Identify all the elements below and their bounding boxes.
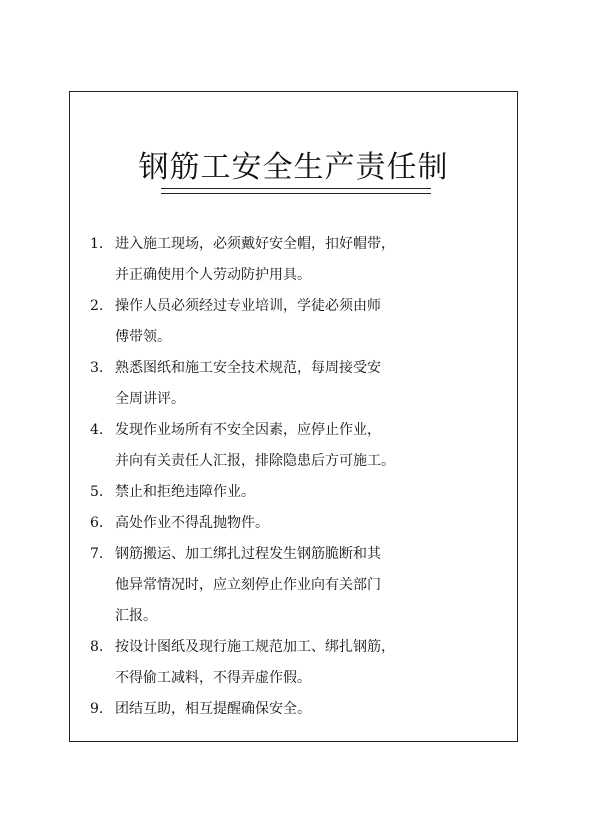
rule-item — [90, 539, 395, 632]
document-title: 钢筋工安全生产责任制 — [138, 150, 449, 185]
rule-text-line: 全周讲评。 — [115, 391, 185, 407]
rule-number: 2. — [90, 298, 104, 314]
rule-text-line: 不得偷工减料，不得弄虚作假。 — [115, 670, 311, 686]
rule-number: 9. — [90, 701, 104, 717]
rule-text-line: 汇报。 — [115, 608, 157, 624]
rule-number: 7. — [90, 546, 104, 562]
rule-item — [90, 415, 395, 477]
title-underline-top — [161, 188, 431, 189]
rule-number: 8. — [90, 639, 104, 655]
rule-item — [90, 229, 395, 291]
rule-text-line: 禁止和拒绝违障作业。 — [115, 484, 255, 500]
rule-item — [90, 694, 395, 725]
rule-number: 3. — [90, 360, 104, 376]
notice-board — [69, 91, 518, 742]
rule-text-line: 并正确使用个人劳动防护用具。 — [115, 267, 311, 283]
rule-number: 1. — [90, 236, 104, 252]
rule-item — [90, 353, 395, 415]
rule-item — [90, 477, 395, 508]
rule-item — [90, 291, 395, 353]
rule-text-line: 按设计图纸及现行施工规范加工、绑扎钢筋， — [115, 639, 395, 655]
rules-list — [90, 229, 395, 725]
rule-text-line: 进入施工现场，必须戴好安全帽，扣好帽带， — [115, 236, 395, 252]
rule-number: 4. — [90, 422, 104, 438]
rule-text-line: 钢筋搬运、加工绑扎过程发生钢筋脆断和其 — [115, 546, 381, 562]
rule-text-line: 发现作业场所有不安全因素，应停止作业， — [115, 422, 381, 438]
rule-number: 5. — [90, 484, 104, 500]
rule-number: 6. — [90, 515, 104, 531]
rule-item — [90, 508, 395, 539]
rule-text-line: 团结互助，相互提醒确保安全。 — [115, 701, 311, 717]
rule-text-line: 并向有关责任人汇报，排除隐患后方可施工。 — [115, 453, 395, 469]
rule-item — [90, 632, 395, 694]
rule-text-line: 操作人员必须经过专业培训，学徒必须由师 — [115, 298, 381, 314]
rule-text-line: 傅带领。 — [115, 329, 171, 345]
rule-text-line: 高处作业不得乱抛物件。 — [115, 515, 269, 531]
rule-text-line: 熟悉图纸和施工安全技术规范，每周接受安 — [115, 360, 381, 376]
title-underline-bottom — [161, 193, 431, 194]
rule-text-line: 他异常情况时，应立刻停止作业向有关部门 — [115, 577, 381, 593]
